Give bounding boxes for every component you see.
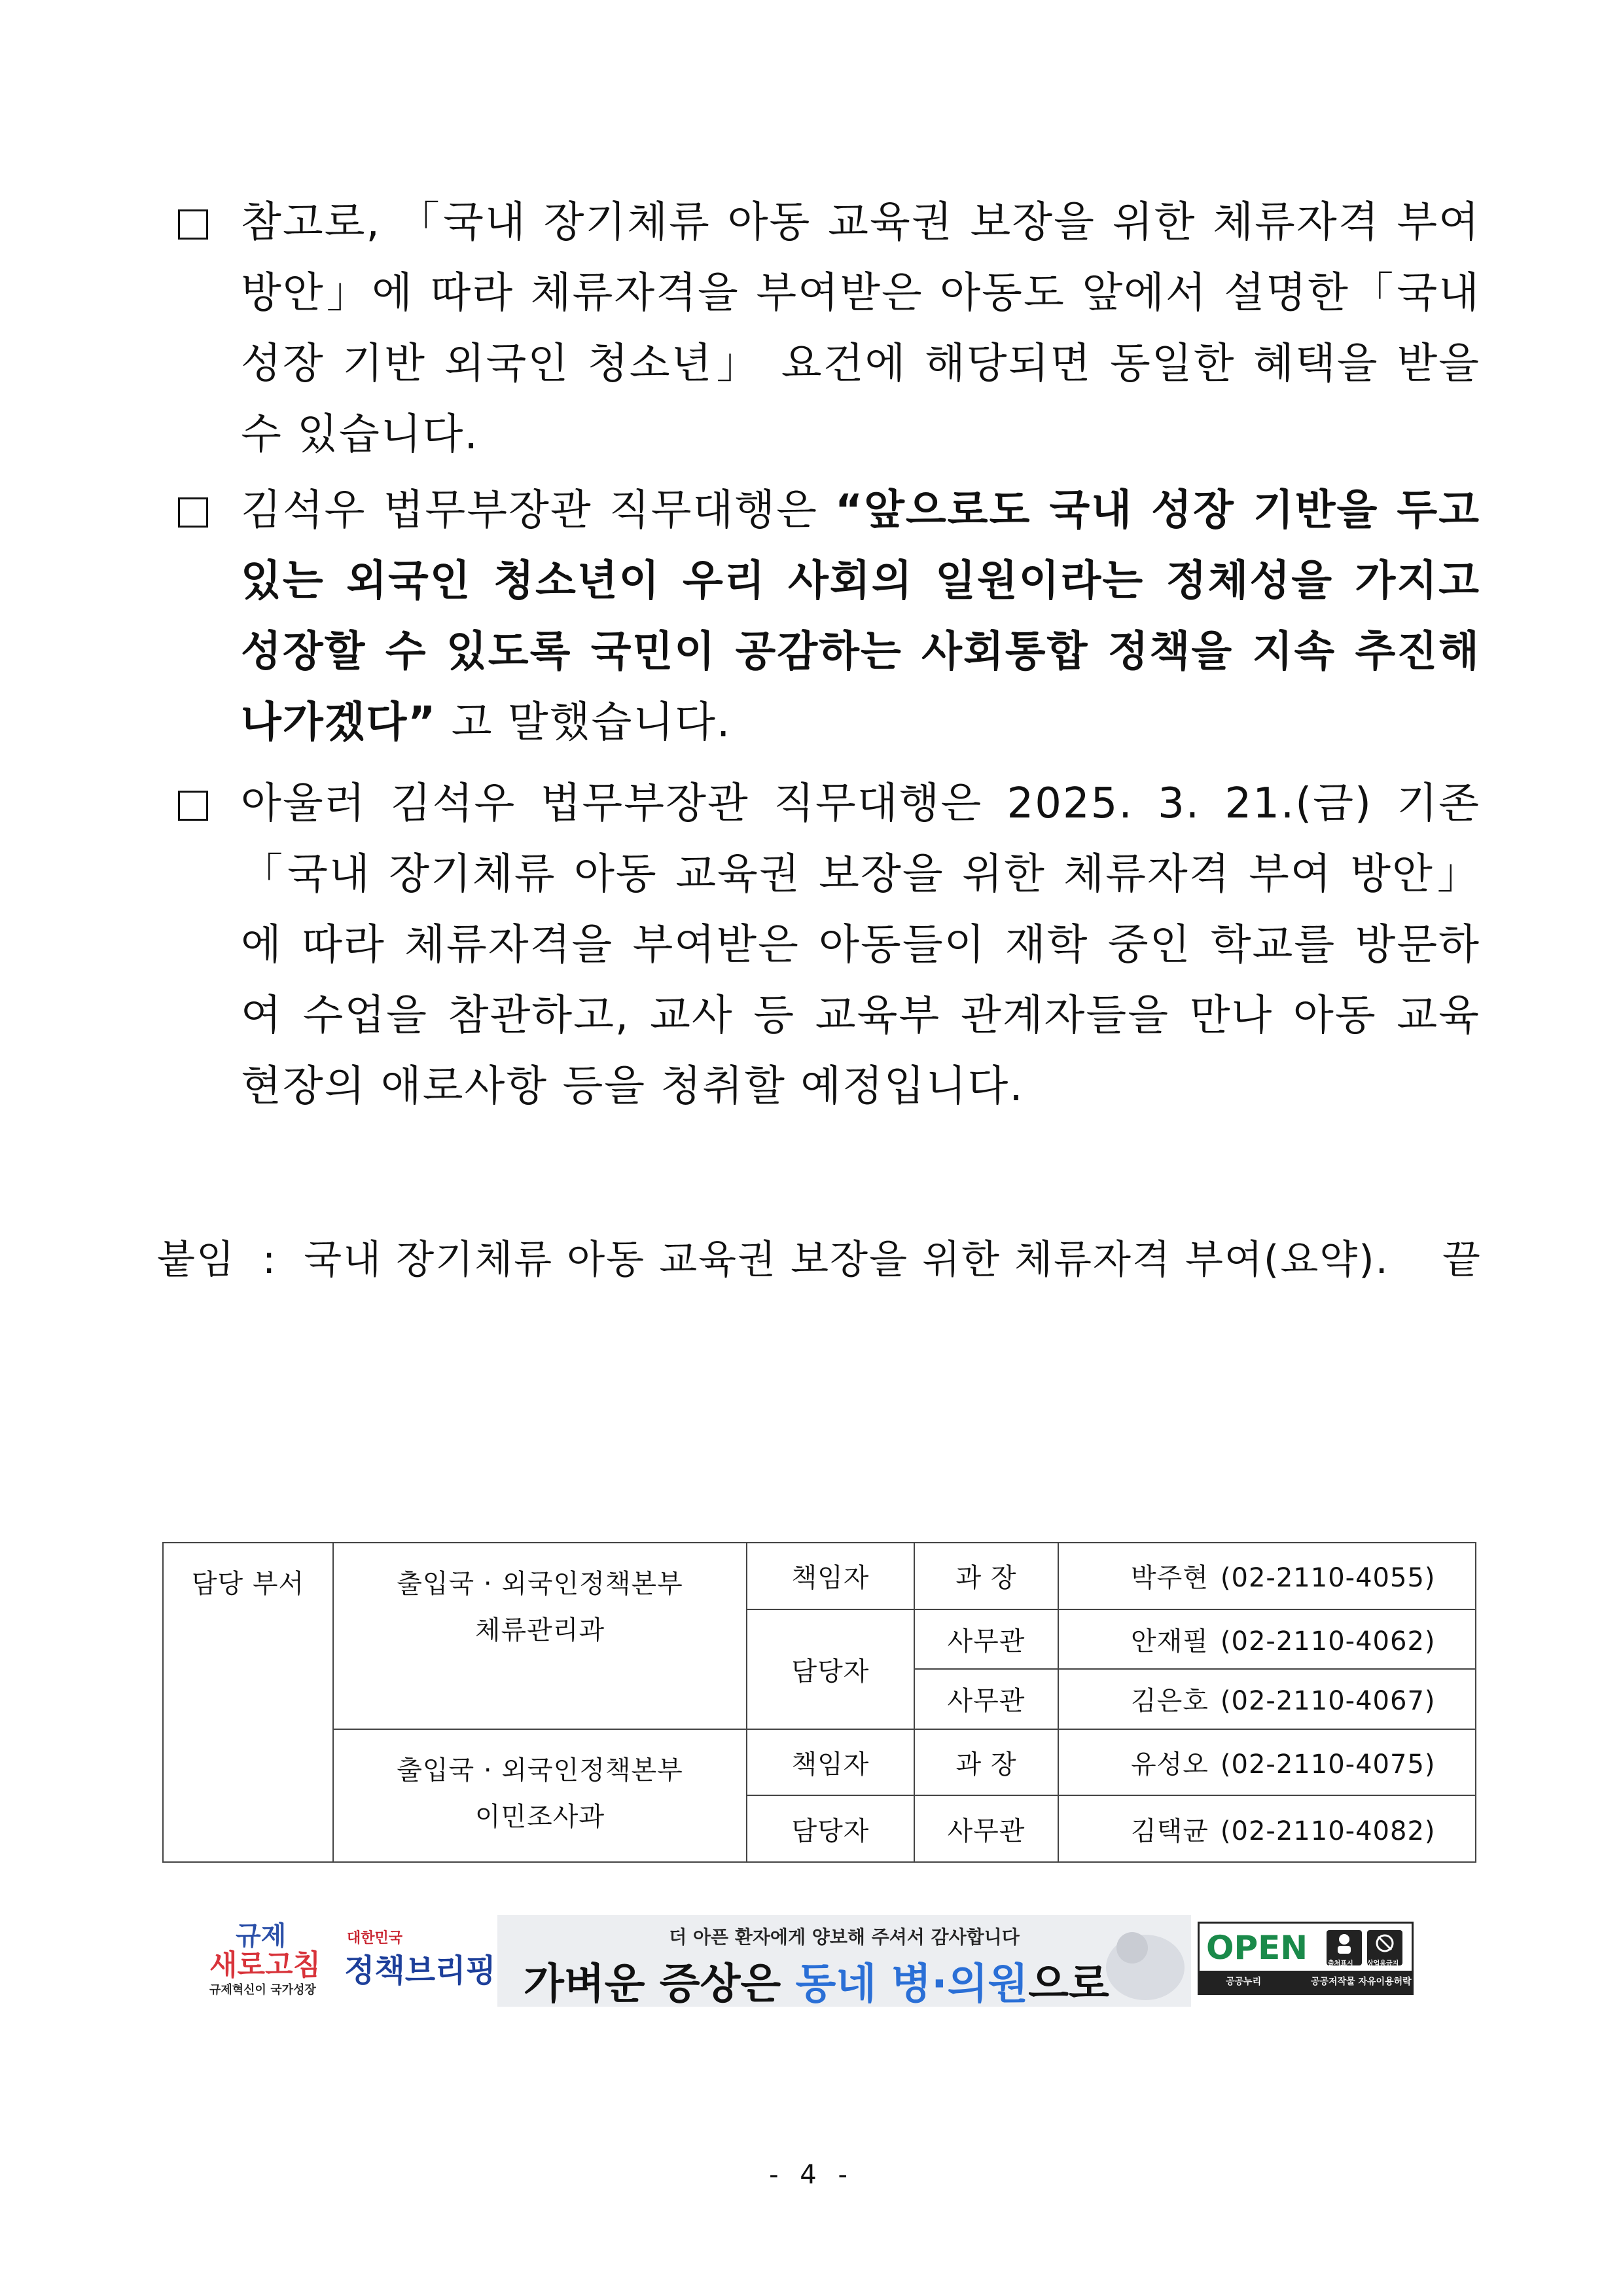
group-1-bureau: 출입국 · 외국인정책본부 <box>397 1569 683 1599</box>
attachment-line <box>157 1230 1492 1289</box>
person-phone: (02-2110-4055) <box>1220 1563 1436 1594</box>
won-icon <box>1367 1930 1402 1956</box>
paragraph-2-segment-tail: 고 말했습니다. <box>451 698 732 747</box>
paragraph-1-text <box>241 187 1480 470</box>
bullet-box <box>178 791 208 821</box>
person-cell <box>1058 1669 1476 1729</box>
position-cell <box>914 1669 1058 1729</box>
paragraph-1 <box>178 187 1480 470</box>
role-cell <box>747 1795 914 1862</box>
open-footer-left: 공공누리 <box>1226 1977 1262 1987</box>
person-phone: (02-2110-4067) <box>1220 1686 1436 1717</box>
bullet-box <box>178 497 208 528</box>
ad-banner[interactable] <box>497 1915 1191 2007</box>
role-label: 책임자 <box>791 1749 870 1780</box>
dept-header: 담당 부서 <box>191 1569 305 1599</box>
group-1-cell <box>333 1543 747 1729</box>
logo1-line1: 규제 <box>236 1921 287 1951</box>
logo1-tagline: 규제혁신이 국가성장 <box>209 1983 316 1997</box>
person-name: 김은호 <box>1131 1686 1209 1717</box>
role-label: 담당자 <box>791 1816 870 1846</box>
contact-table <box>162 1542 1475 1863</box>
person-name: 유성오 <box>1131 1749 1209 1780</box>
position-label: 과 장 <box>955 1749 1017 1780</box>
logo1-line2: 새로고침 <box>209 1948 321 1982</box>
paragraph-2-text <box>241 475 1480 758</box>
person-cell <box>1058 1609 1476 1670</box>
person-cell <box>1058 1543 1476 1609</box>
paragraph-3 <box>178 768 1480 1122</box>
paragraph-1-segment: 참고로, 「국내 장기체류 아동 교육권 보장을 위한 체류자격 부여 방안」에 따라 체류자격을 부여받은 아동도 앞에서 설명한「국내 성장 기반 외국인 청소년」 요건에 해당되면 동일한 혜택을 받을 수 있습니다. <box>241 198 1480 459</box>
ad-main-highlight: 동네 병·의원 <box>795 1960 1029 2007</box>
position-cell <box>914 1729 1058 1796</box>
person-name: 박주현 <box>1131 1563 1209 1594</box>
position-cell <box>914 1795 1058 1862</box>
ad-main-prefix: 가벼운 증상은 <box>524 1960 796 2007</box>
ad-illustration <box>1093 1915 1185 2007</box>
attachment-label: 붙임 <box>157 1237 236 1283</box>
position-label: 사무관 <box>947 1686 1026 1717</box>
paragraph-2 <box>178 475 1480 758</box>
person-cell <box>1058 1729 1476 1796</box>
attachment-separator: : <box>262 1237 277 1283</box>
person-name: 김택균 <box>1131 1816 1209 1846</box>
regulation-refresh-logo <box>209 1915 334 2007</box>
dept-header-cell <box>163 1543 333 1862</box>
position-cell <box>914 1543 1058 1609</box>
logo2-main: 정책브리핑 <box>344 1952 496 1989</box>
role-cell <box>747 1729 914 1796</box>
open-license-box <box>1198 1922 1414 1995</box>
open-title: OPEN <box>1206 1929 1308 1967</box>
paragraph-2-segment-plain: 김석우 법무부장관 직무대행은 <box>241 486 836 535</box>
open-badge-2: 상업용금지 <box>1367 1960 1399 1967</box>
position-cell <box>914 1609 1058 1670</box>
attachment-end-mark: 끝 <box>1442 1237 1482 1283</box>
paragraph-3-text <box>241 768 1480 1122</box>
attachment-text: 국내 장기체류 아동 교육권 보장을 위한 체류자격 부여(요약). <box>304 1237 1389 1283</box>
person-name: 안재필 <box>1131 1626 1209 1657</box>
position-label: 사무관 <box>947 1626 1026 1657</box>
policy-briefing-logo <box>340 1915 497 2007</box>
position-label: 사무관 <box>947 1816 1026 1846</box>
open-badge-1: 출처표시 <box>1328 1960 1353 1967</box>
role-cell <box>747 1609 914 1729</box>
role-cell <box>747 1543 914 1609</box>
person-icon <box>1327 1930 1362 1956</box>
open-footer-right: 공공저작물 자유이용허락 <box>1311 1977 1412 1987</box>
group-2-division: 이민조사과 <box>474 1801 605 1832</box>
position-label: 과 장 <box>955 1563 1017 1594</box>
paragraph-3-segment: 아울러 김석우 법무부장관 직무대행은 2025. 3. 21.(금) 기존 「국내 장기체류 아동 교육권 보장을 위한 체류자격 부여 방안」에 따라 체류자격을 부여받은 아동들이 재학 중인 학교를 방문하여 수업을 참관하고, 교사 등 교육부 관계자들을 만나 아동 교육 현장의 애로사항 등을 청취할 예정입니다. <box>241 780 1480 1111</box>
paragraph-2-quote: “앞으로도 국내 성장 기반을 두고 있는 외국인 청소년이 우리 사회의 일원이라는 정체성을 가지고 성장할 수 있도록 국민이 공감하는 사회통합 정책을 지속 추진해 나가겠다” <box>241 486 1480 747</box>
group-2-bureau: 출입국 · 외국인정책본부 <box>397 1755 683 1785</box>
role-label: 담당자 <box>791 1656 870 1687</box>
group-1-division: 체류관리과 <box>474 1615 605 1645</box>
person-phone: (02-2110-4075) <box>1220 1749 1436 1780</box>
logo2-top: 대한민국 <box>347 1930 403 1946</box>
page-number: - 4 - <box>769 2160 854 2190</box>
open-footer-bar <box>1200 1971 1412 1993</box>
role-label: 책임자 <box>791 1563 870 1594</box>
bullet-box <box>178 209 208 240</box>
ad-main-text <box>524 1950 1109 2007</box>
person-phone: (02-2110-4082) <box>1220 1816 1436 1846</box>
kogl-open-license <box>1198 1915 1414 2007</box>
group-2-cell <box>333 1729 747 1862</box>
person-phone: (02-2110-4062) <box>1220 1626 1436 1657</box>
ad-subtitle: 더 아픈 환자에게 양보해 주셔서 감사합니다 <box>669 1926 1020 1948</box>
person-cell <box>1058 1795 1476 1862</box>
ad-main-suffix: 으로 <box>1028 1960 1109 2007</box>
